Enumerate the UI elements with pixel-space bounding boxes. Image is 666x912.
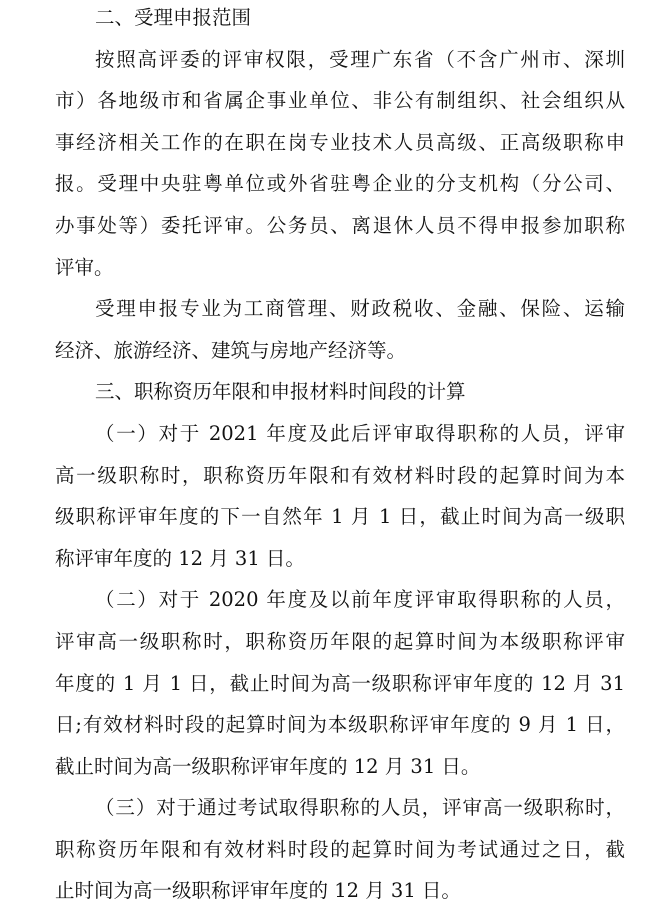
paragraph-line: 年度的 1 月 1 日，截止时间为高一级职称评审年度的 12 月 31 [55, 671, 625, 695]
paragraph-line: 经济、旅游经济、建筑与房地产经济等。 [55, 338, 407, 362]
paragraph-line: 事经济相关工作的在职在岗专业技术人员高级、正高级职称申 [55, 130, 625, 154]
paragraph-line: （二）对于 2020 年度及以前年度评审取得职称的人员， [95, 588, 625, 612]
paragraph-line: 高一级职称时，职称资历年限和有效材料时段的起算时间为本 [55, 463, 625, 487]
section-heading: 三、职称资历年限和申报材料时间段的计算 [95, 380, 466, 404]
paragraph-line: 日;有效材料时段的起算时间为本级职称评审年度的 9 月 1 日， [55, 713, 625, 737]
paragraph-line: 称评审年度的 12 月 31 日。 [55, 546, 305, 570]
paragraph-line: 评审。 [55, 255, 114, 279]
paragraph-line: 办事处等）委托评审。公务员、离退休人员不得申报参加职称 [55, 213, 625, 237]
paragraph-line: 职称资历年限和有效材料时段的起算时间为考试通过之日，截 [55, 837, 625, 861]
section-heading: 二、受理申报范围 [95, 6, 252, 29]
paragraph-line: 按照高评委的评审权限，受理广东省（不含广州市、深圳 [95, 47, 625, 71]
paragraph-line: 受理申报专业为工商管理、财政税收、金融、保险、运输 [95, 297, 625, 321]
paragraph-line: 截止时间为高一级职称评审年度的 12 月 31 日。 [55, 754, 481, 778]
document-body [55, 0, 625, 912]
paragraph-line: 级职称评审年度的下一自然年 1 月 1 日，截止时间为高一级职 [55, 505, 625, 529]
paragraph-line: 报。受理中央驻粤单位或外省驻粤企业的分支机构（分公司、 [55, 172, 625, 196]
paragraph-line: 止时间为高一级职称评审年度的 12 月 31 日。 [55, 879, 461, 903]
paragraph-line: （一）对于 2021 年度及此后评审取得职称的人员，评审 [95, 421, 625, 445]
paragraph-line: 市）各地级市和省属企事业单位、非公有制组织、社会组织从 [55, 89, 625, 113]
paragraph-line: （三）对于通过考试取得职称的人员，评审高一级职称时， [95, 796, 625, 820]
paragraph-line: 评审高一级职称时，职称资历年限的起算时间为本级职称评审 [55, 629, 625, 653]
